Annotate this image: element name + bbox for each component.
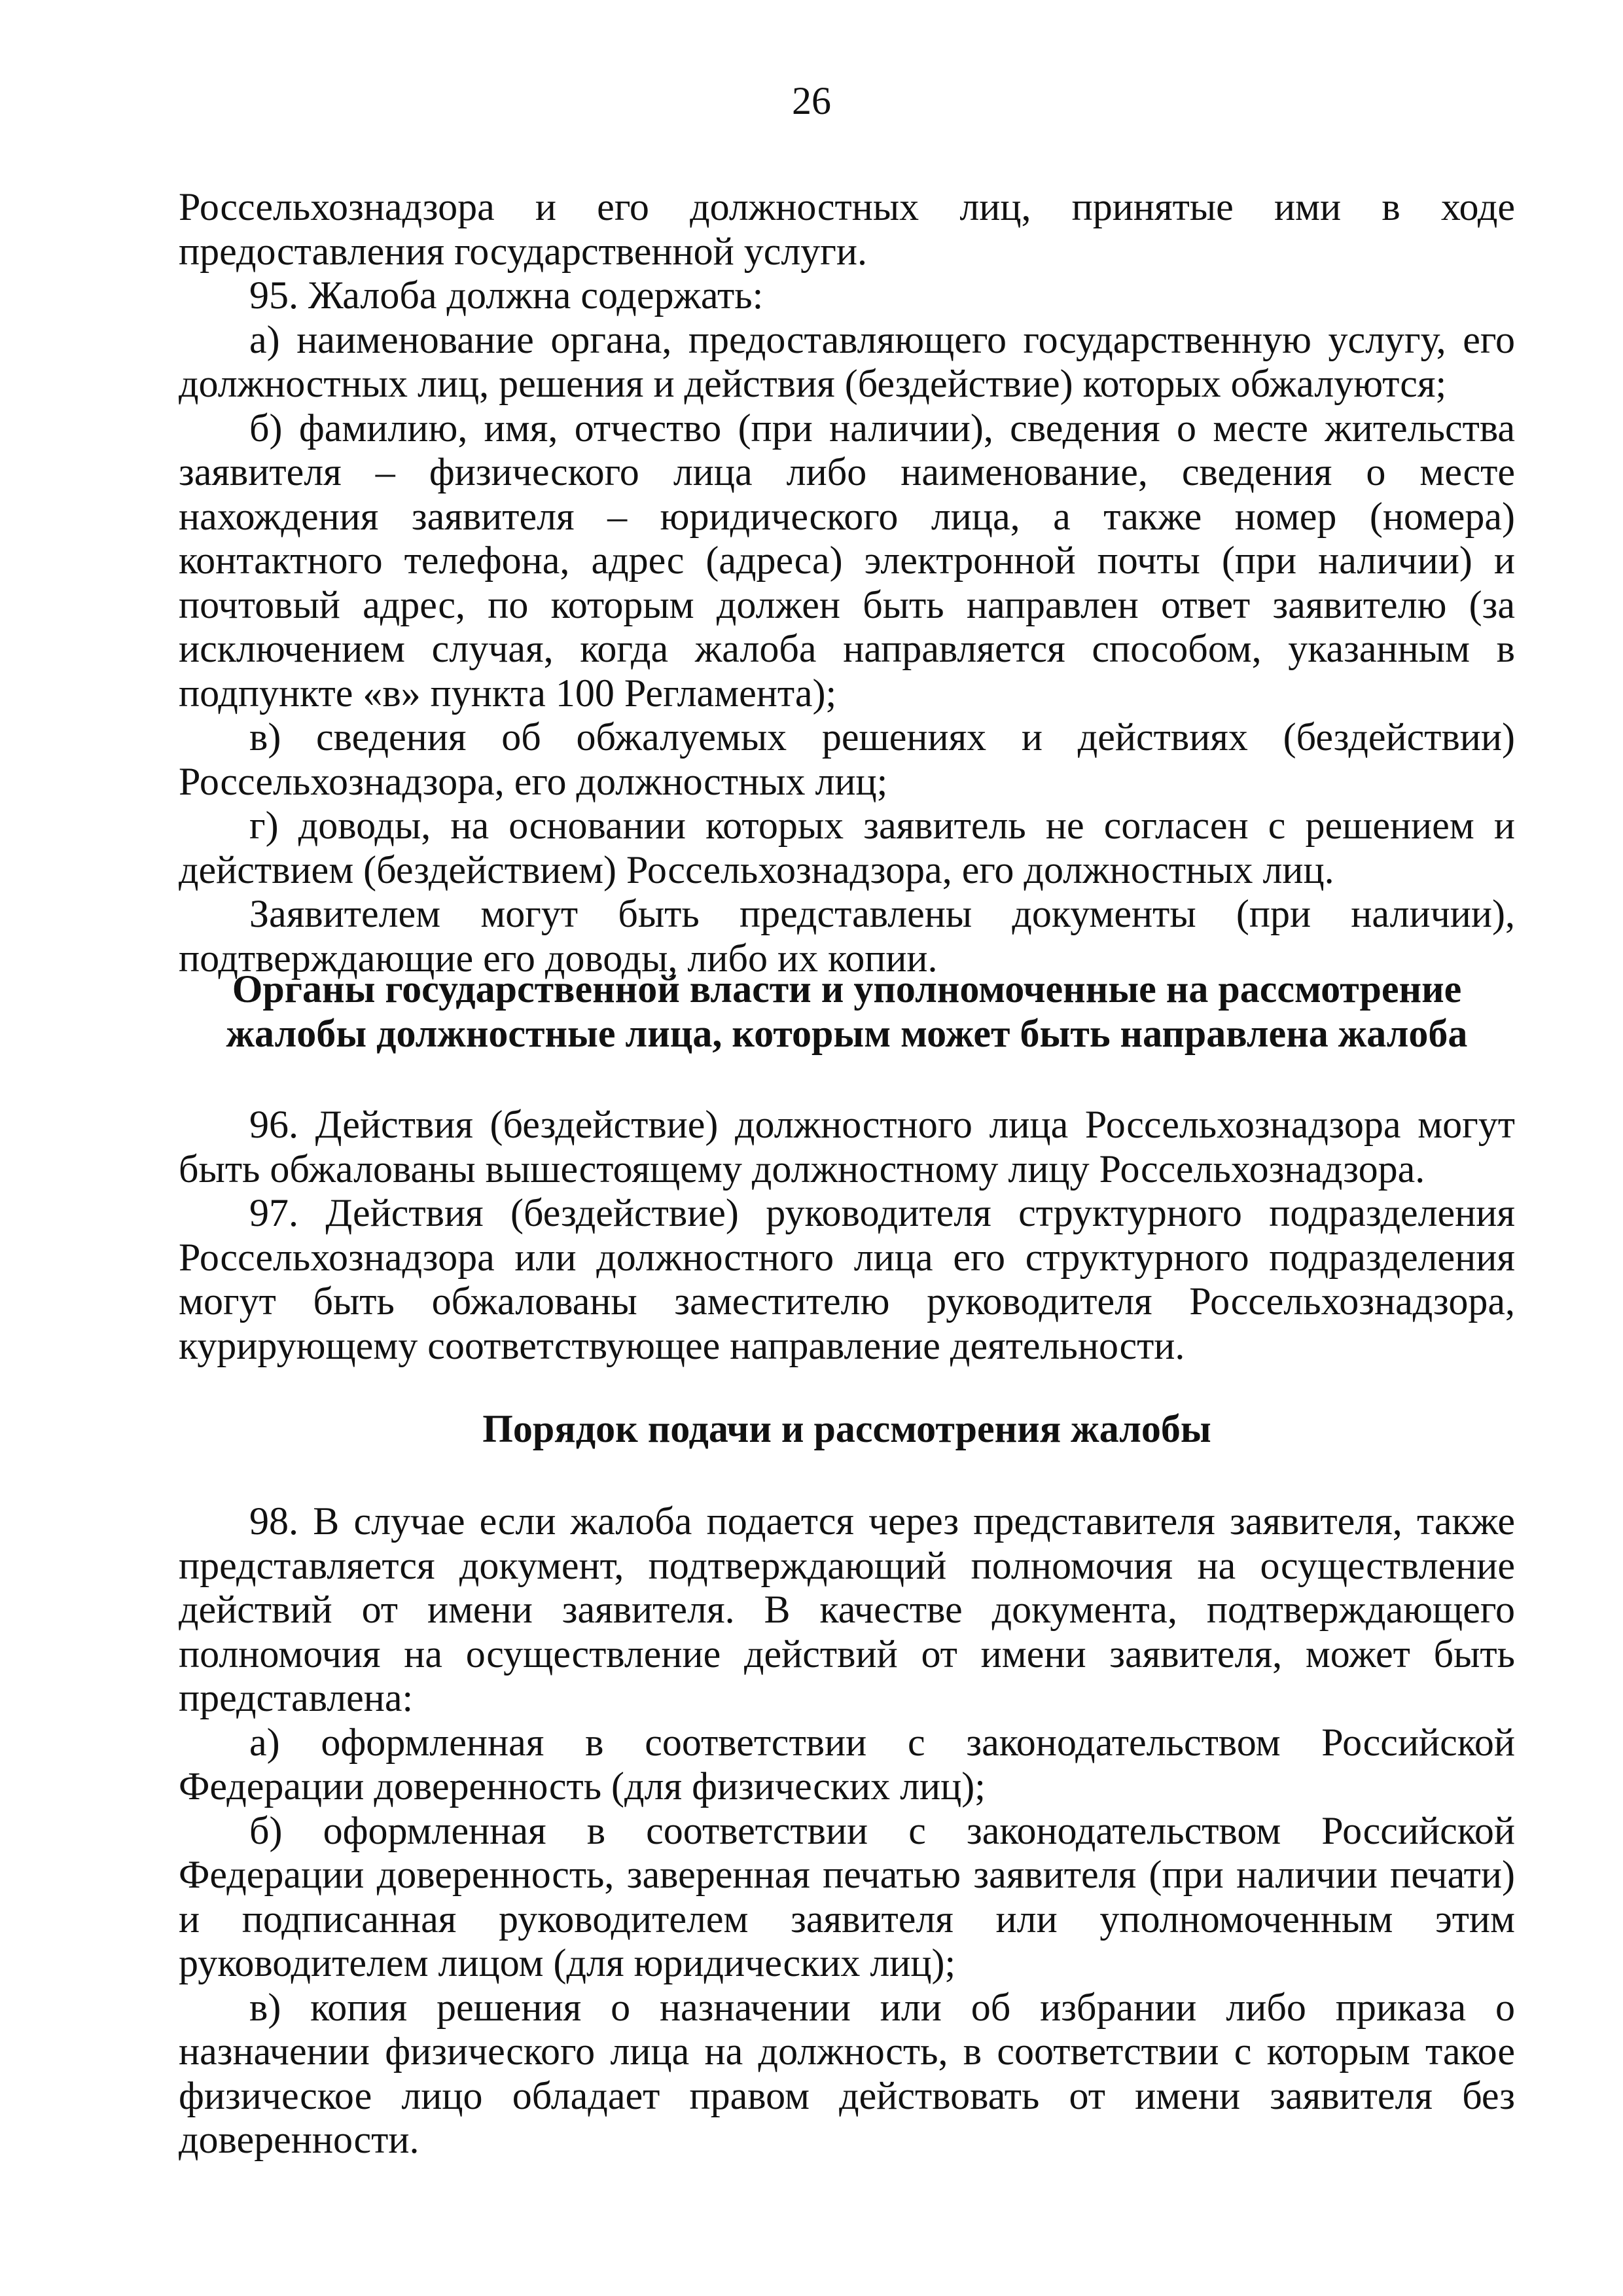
- section-complaint-contents: [179, 185, 1515, 980]
- paragraph-98-b: б) оформленная в соответствии с законодательством Российской Федерации доверенность, заверенная печатью заявителя (при наличии печати) и подписанная руководителем заявителя или уполномоченным этим руководителем лицом (для юридических лиц);: [179, 1808, 1515, 1984]
- heading-line: жалобы должностные лица, которым может быть направлена жалоба: [226, 1011, 1468, 1055]
- paragraph-98: 98. В случае если жалоба подается через представителя заявителя, также представляется документ, подтверждающий полномочия на осуществление действий от имени заявителя. В качестве документа, подтверждающего полномочия на осуществление действий от имени заявителя, может быть представлена:: [179, 1499, 1515, 1719]
- heading-line: Органы государственной власти и уполномоченные на рассмотрение: [232, 967, 1462, 1011]
- heading-line: Порядок подачи и рассмотрения жалобы: [482, 1407, 1211, 1450]
- paragraph-95-documents: Заявителем могут быть представлены документы (при наличии), подтверждающие его доводы, либо их копии.: [179, 892, 1515, 980]
- paragraph-95-b: б) фамилию, имя, отчество (при наличии), сведения о месте жительства заявителя – физического лица либо наименование, сведения о месте нахождения заявителя – юридического лица, а также номер (номера) контактного телефона, адрес (адреса) электронной почты (при наличии) и почтовый адрес, по которым должен быть направлен ответ заявителю (за исключением случая, когда жалоба направляется способом, указанным в подпункте «в» пункта 100 Регламента);: [179, 406, 1515, 715]
- paragraph-98-v: в) копия решения о назначении или об избрании либо приказа о назначении физического лица на должность, в соответствии с которым такое физическое лицо обладает правом действовать от имени заявителя без доверенности.: [179, 1985, 1515, 2161]
- paragraph-97: 97. Действия (бездействие) руководителя структурного подразделения Россельхознадзора или должностного лица его структурного подразделения могут быть обжалованы заместителю руководителя Россельхознадзора, курирующему соответствующее направление деятельности.: [179, 1191, 1515, 1367]
- section-heading-procedure: [179, 1407, 1515, 1452]
- paragraph-96: 96. Действия (бездействие) должностного лица Россельхознадзора могут быть обжалованы вышестоящему должностному лицу Россельхознадзора.: [179, 1103, 1515, 1191]
- section-appeal-officials: [179, 1103, 1515, 1368]
- section-heading-authorities: [179, 967, 1515, 1056]
- paragraph-95: 95. Жалоба должна содержать:: [249, 274, 764, 317]
- paragraph-95-g: г) доводы, на основании которых заявитель не согласен с решением и действием (бездействием) Россельхознадзора, его должностных лиц.: [179, 804, 1515, 891]
- section-representative-documents: [179, 1499, 1515, 2162]
- paragraph-continuation: Россельхознадзора и его должностных лиц, принятые ими в ходе предоставления государственной услуги.: [179, 185, 1515, 273]
- paragraph-95-v: в) сведения об обжалуемых решениях и действиях (бездействии) Россельхознадзора, его должностных лиц;: [179, 715, 1515, 803]
- paragraph-95-a: а) наименование органа, предоставляющего государственную услугу, его должностных лиц, решения и действия (бездействие) которых обжалуются;: [179, 317, 1515, 405]
- page-number: 26: [792, 79, 831, 122]
- paragraph-98-a: а) оформленная в соответствии с законодательством Российской Федерации доверенность (для физических лиц);: [179, 1720, 1515, 1808]
